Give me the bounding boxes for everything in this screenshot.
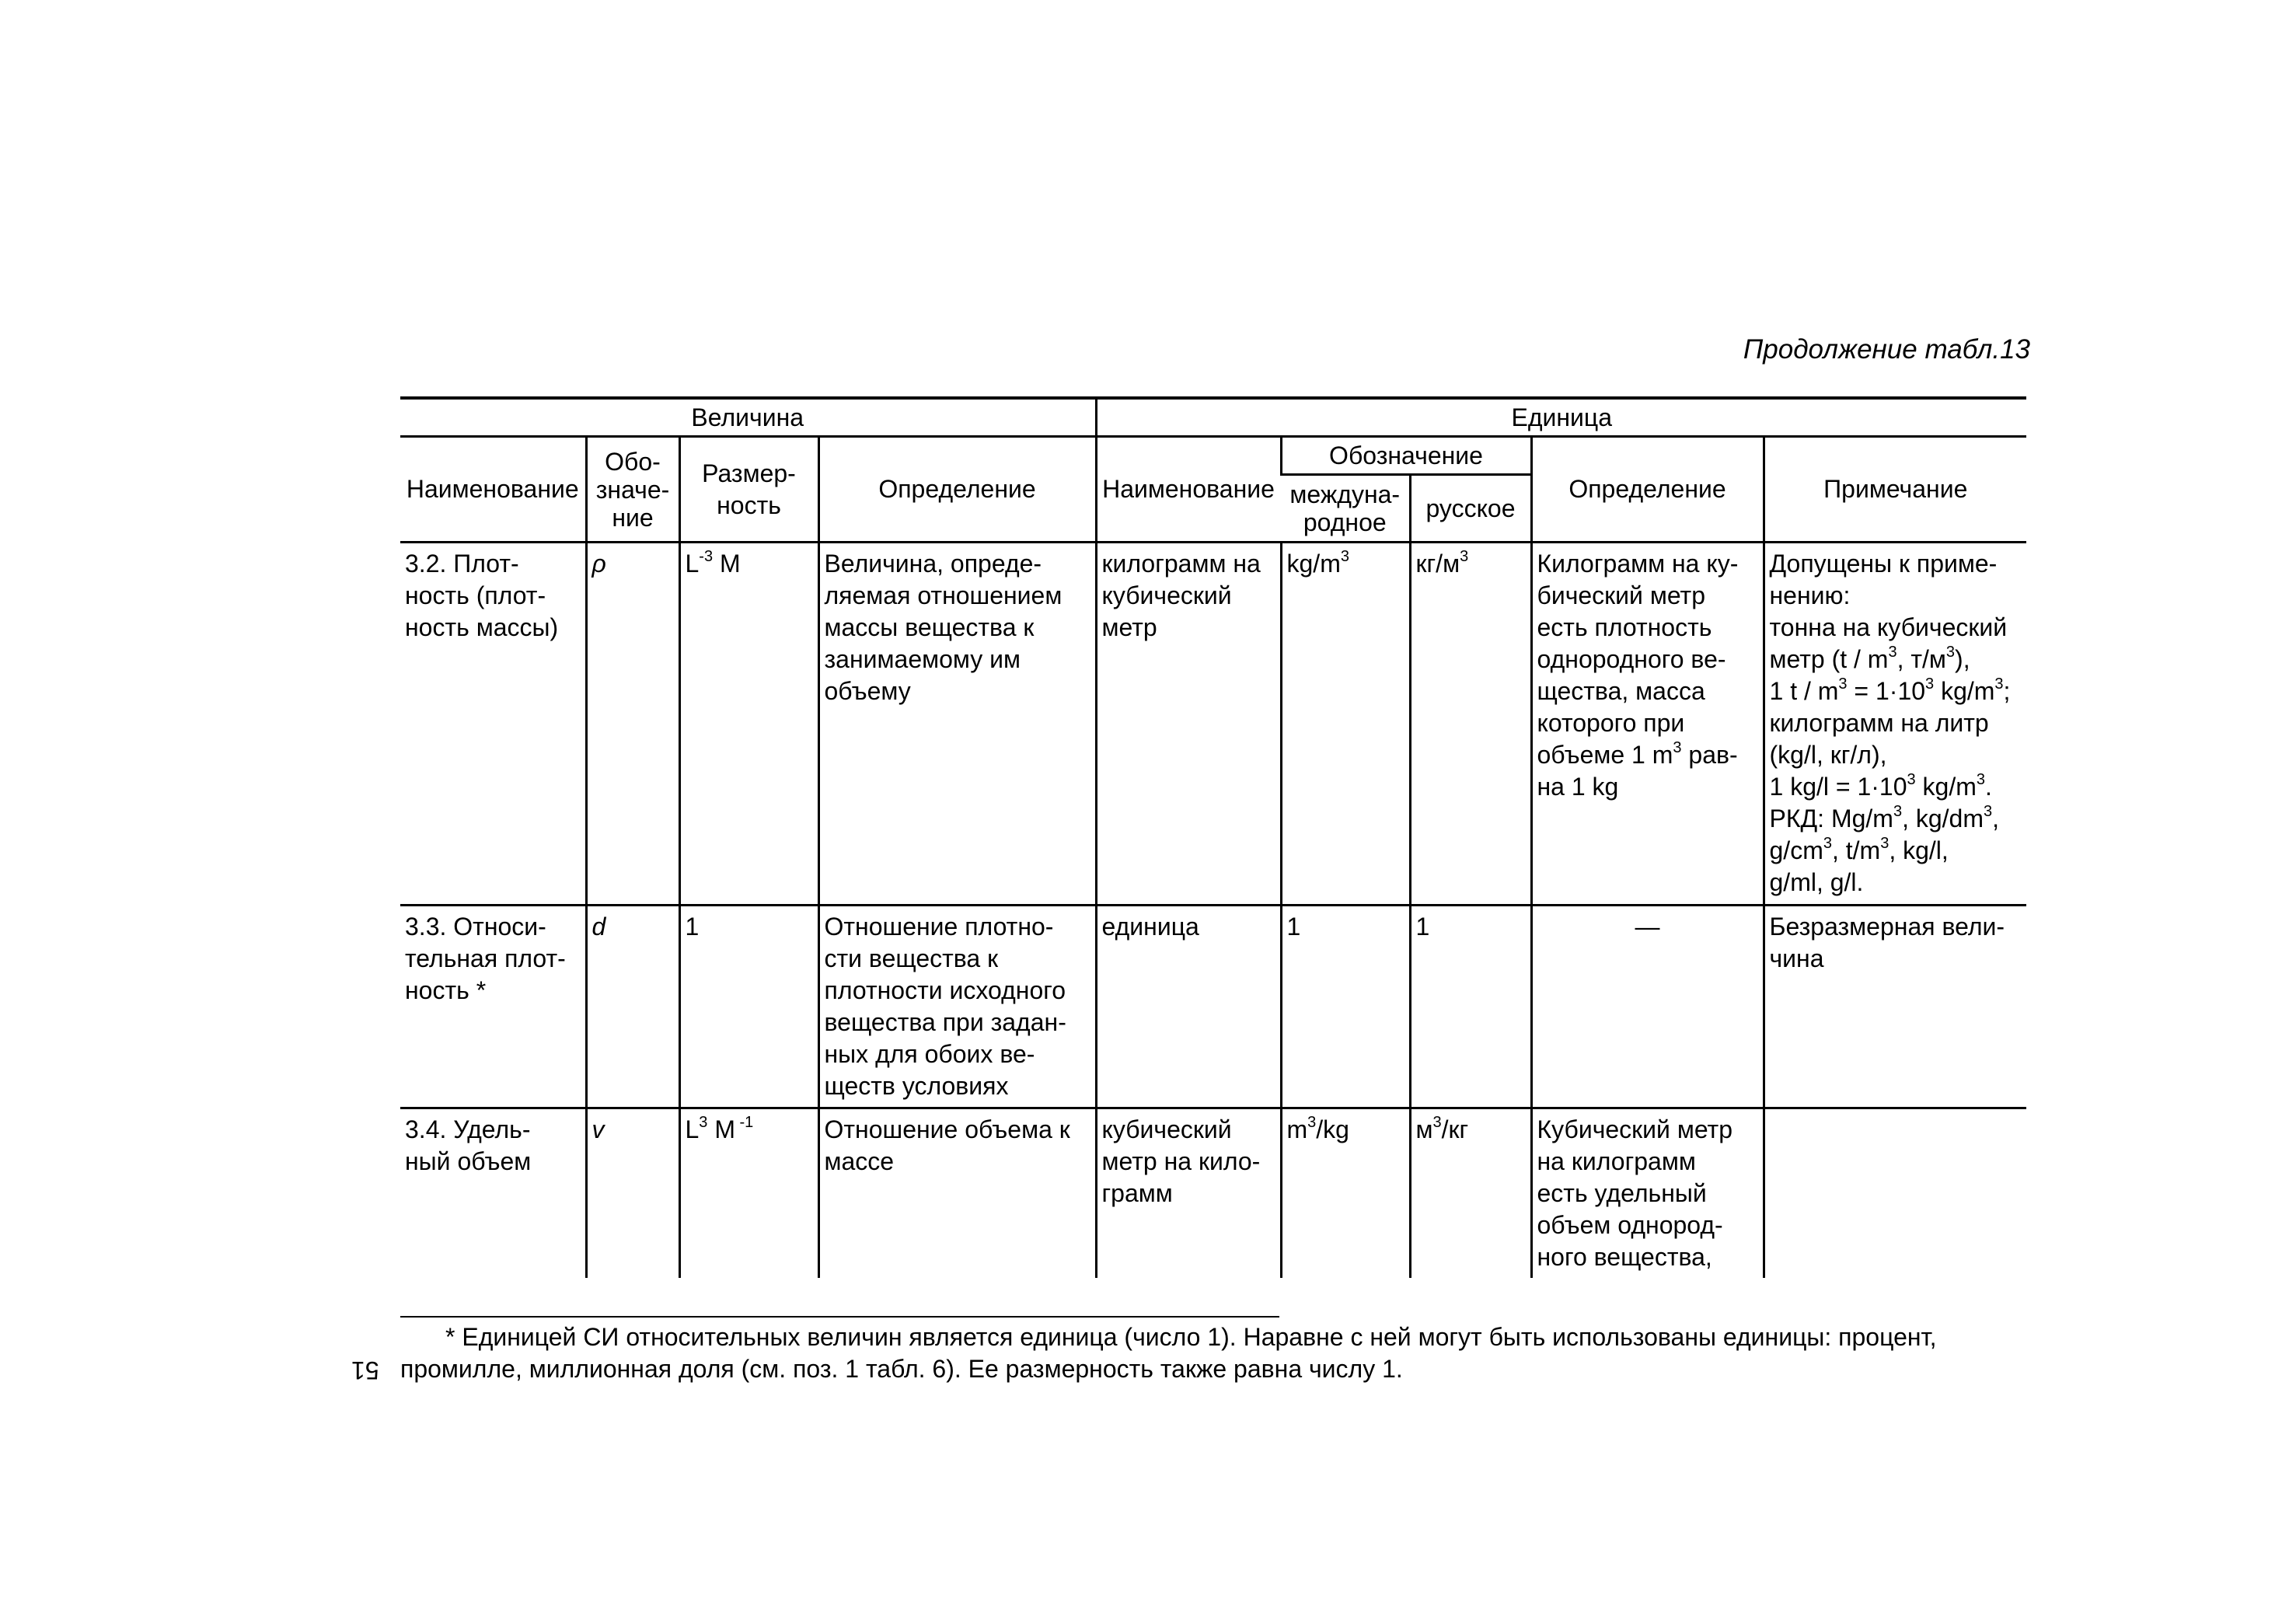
- header-unit-designation: Обозначение: [1281, 437, 1531, 475]
- dim-exp: -3: [699, 548, 714, 565]
- exp: 3: [1994, 675, 2004, 693]
- cell-unit-name: единица: [1096, 906, 1281, 1108]
- text-line: грамм: [1101, 1179, 1173, 1207]
- text-line: которого при: [1537, 709, 1685, 737]
- cell-unit-name: [1096, 543, 1281, 906]
- text-line: нению:: [1769, 581, 1851, 609]
- text-line: ный объем: [405, 1147, 532, 1175]
- unit-exp: 3: [1432, 1114, 1442, 1131]
- text-line: ),: [1955, 645, 1970, 673]
- cell-unit-name: [1096, 1108, 1281, 1279]
- cell-dimension: [679, 543, 818, 906]
- text-line: бический метр: [1537, 581, 1705, 609]
- table-row: [400, 1108, 2026, 1279]
- text-line: метр (t / m: [1769, 645, 1889, 673]
- text-line: ,: [1992, 805, 1999, 832]
- cell-quantity-name: [400, 543, 586, 906]
- footnote-line: * Единицей СИ относительных величин является единица (число 1). Наравне с ней могут быть использованы единицы: процент,: [445, 1323, 1937, 1351]
- dim-base: L: [685, 1115, 700, 1143]
- header-intl-line: родное: [1303, 508, 1387, 536]
- unit-base: /кг: [1441, 1115, 1469, 1143]
- unit-exp: 3: [1307, 1114, 1317, 1131]
- header-intl-line: междуна-: [1289, 480, 1401, 508]
- cell-dimension: 1: [679, 906, 818, 1108]
- unit-exp: 3: [1460, 548, 1469, 565]
- text-line: на 1 kg: [1537, 773, 1619, 801]
- text-line: объему: [824, 677, 911, 705]
- text-line: плотности исходного: [824, 976, 1066, 1004]
- cell-note: [1764, 543, 2026, 906]
- header-unit-name: Наименование: [1096, 437, 1281, 543]
- text-line: на килограмм: [1537, 1147, 1696, 1175]
- cell-symbol: ρ: [586, 543, 679, 906]
- text-line: 1 kg/l = 1·10: [1769, 773, 1907, 801]
- text-line: Кубический метр: [1537, 1115, 1732, 1143]
- header-unit-definition: Определение: [1531, 437, 1764, 543]
- text-line: объем однород-: [1537, 1211, 1723, 1239]
- cell-symbol: d: [586, 906, 679, 1108]
- header-symbol-line: ние: [612, 503, 654, 532]
- cell-rus-symbol: [1410, 1108, 1531, 1279]
- units-table: [400, 396, 2026, 1278]
- text-line: ного вещества,: [1537, 1243, 1712, 1271]
- exp: 3: [1823, 835, 1832, 852]
- text-line: , kg/l,: [1889, 836, 1949, 864]
- text-line: Величина, опреде-: [824, 550, 1042, 578]
- text-line: 3.4. Удель-: [405, 1115, 531, 1143]
- cell-quantity-name: [400, 906, 586, 1108]
- header-dim-line: ность: [717, 490, 781, 519]
- text-line: однородного ве-: [1537, 645, 1726, 673]
- page-number: 51: [351, 1356, 379, 1384]
- header-unit: Единица: [1096, 398, 2026, 437]
- footnote: [400, 1321, 2025, 1385]
- text-line: есть плотность: [1537, 613, 1712, 641]
- cell-intl-symbol: [1281, 1108, 1410, 1279]
- text-line: , kg/dm: [1902, 805, 1984, 832]
- exp: 3: [1983, 803, 1993, 820]
- text-line: g/cm: [1769, 836, 1823, 864]
- text-line: (kg/l, кг/л),: [1769, 741, 1887, 769]
- text-line: чина: [1769, 944, 1824, 972]
- exp: 3: [1907, 771, 1916, 788]
- text-line: ;: [2003, 677, 2011, 705]
- header-quantity-symbol: [586, 437, 679, 543]
- text-line: кубический: [1101, 1115, 1232, 1143]
- cell-unit-definition: —: [1531, 906, 1764, 1108]
- cell-unit-definition: [1531, 1108, 1764, 1279]
- text-line: ных для обоих ве-: [824, 1040, 1035, 1068]
- cell-quantity-name: [400, 1108, 586, 1279]
- header-quantity-name: Наименование: [400, 437, 586, 543]
- unit-base: кг/м: [1415, 550, 1460, 578]
- unit-base: kg/m: [1286, 550, 1341, 578]
- exp: 3: [1838, 675, 1848, 693]
- dim-exp: 3: [699, 1114, 708, 1131]
- text-line: 1 t / m: [1769, 677, 1839, 705]
- cell-note: [1764, 1108, 2026, 1279]
- dim-base: M: [707, 1115, 735, 1143]
- footnote-divider: [400, 1316, 1279, 1318]
- text-line: , t/m: [1831, 836, 1881, 864]
- text-line: рав-: [1681, 741, 1738, 769]
- text-line: тельная плот-: [405, 944, 566, 972]
- text-line: ляемая отношением: [824, 581, 1063, 609]
- header-dim-line: Размер-: [702, 459, 796, 487]
- exp: 3: [1976, 771, 1985, 788]
- exp: 3: [1945, 644, 1956, 661]
- text-line: ность массы): [405, 613, 559, 641]
- cell-intl-symbol: [1281, 543, 1410, 906]
- text-line: массы вещества к: [824, 613, 1035, 641]
- text-line: Безразмерная вели-: [1769, 913, 2005, 941]
- unit-exp: 3: [1340, 548, 1349, 565]
- cell-definition: [818, 906, 1096, 1108]
- cell-symbol: v: [586, 1108, 679, 1279]
- text-line: .: [1984, 773, 1992, 801]
- text-line: кубический: [1101, 581, 1232, 609]
- cell-intl-symbol: 1: [1281, 906, 1410, 1108]
- header-designation-intl: [1281, 475, 1410, 543]
- exp: 3: [1888, 644, 1897, 661]
- exp: 3: [1880, 835, 1889, 852]
- text-line: 3.3. Относи-: [405, 913, 546, 941]
- cell-dimension: [679, 1108, 818, 1279]
- text-line: kg/m: [1934, 677, 1995, 705]
- text-line: сти вещества к: [824, 944, 999, 972]
- header-designation-rus: русское: [1410, 475, 1531, 543]
- text-line: 3.2. Плот-: [405, 550, 519, 578]
- text-line: РКД: Mg/m: [1769, 805, 1893, 832]
- footnote-line: промилле, миллионная доля (см. поз. 1 табл. 6). Ее размерность также равна числу 1.: [400, 1355, 1403, 1383]
- exp: 3: [1673, 739, 1682, 756]
- text-line: объеме 1 m: [1537, 741, 1673, 769]
- text-line: тонна на кубический: [1769, 613, 2008, 641]
- header-row-groups: [400, 398, 2026, 437]
- cell-definition: [818, 543, 1096, 906]
- table-caption: Продолжение табл.13: [1743, 334, 2030, 365]
- cell-definition: [818, 1108, 1096, 1279]
- table-row: [400, 906, 2026, 1108]
- text-line: метр на кило-: [1101, 1147, 1261, 1175]
- cell-unit-definition: [1531, 543, 1764, 906]
- header-row-columns: [400, 437, 2026, 475]
- cell-note: [1764, 906, 2026, 1108]
- text-line: ществ условиях: [824, 1072, 1009, 1100]
- text-line: есть удельный: [1537, 1179, 1707, 1207]
- unit-base: /kg: [1316, 1115, 1349, 1143]
- header-symbol-line: Обо-: [605, 447, 661, 476]
- text-line: g/ml, g/l.: [1769, 868, 1864, 896]
- text-line: Отношение объема к: [824, 1115, 1070, 1143]
- cell-rus-symbol: 1: [1410, 906, 1531, 1108]
- text-line: килограмм на: [1101, 550, 1261, 578]
- text-line: занимаемому им: [824, 645, 1021, 673]
- cell-rus-symbol: [1410, 543, 1531, 906]
- text-line: Допущены к приме-: [1769, 550, 1998, 578]
- text-line: ность *: [405, 976, 487, 1004]
- text-line: kg/m: [1915, 773, 1977, 801]
- header-quantity-dimension: [679, 437, 818, 543]
- text-line: килограмм на литр: [1769, 709, 1989, 737]
- exp: 3: [1893, 803, 1903, 820]
- header-symbol-line: значе-: [595, 475, 670, 504]
- dim-base: L: [685, 550, 700, 578]
- header-quantity: Величина: [400, 398, 1096, 437]
- unit-base: m: [1286, 1115, 1308, 1143]
- text-line: , т/м: [1896, 645, 1946, 673]
- header-unit-note: Примечание: [1764, 437, 2026, 543]
- text-line: ность (плот-: [405, 581, 546, 609]
- unit-base: м: [1415, 1115, 1433, 1143]
- table-row: [400, 543, 2026, 906]
- text-line: Килограмм на ку-: [1537, 550, 1739, 578]
- text-line: щества, масса: [1537, 677, 1705, 705]
- text-line: Отношение плотно-: [824, 913, 1054, 941]
- dim-exp: -1: [735, 1114, 754, 1131]
- header-quantity-definition: Определение: [818, 437, 1096, 543]
- text-line: вещества при задан-: [824, 1008, 1066, 1036]
- text-line: метр: [1101, 613, 1157, 641]
- text-line: = 1·10: [1847, 677, 1926, 705]
- text-line: массе: [824, 1147, 895, 1175]
- exp: 3: [1925, 675, 1935, 693]
- dim-base: M: [713, 550, 741, 578]
